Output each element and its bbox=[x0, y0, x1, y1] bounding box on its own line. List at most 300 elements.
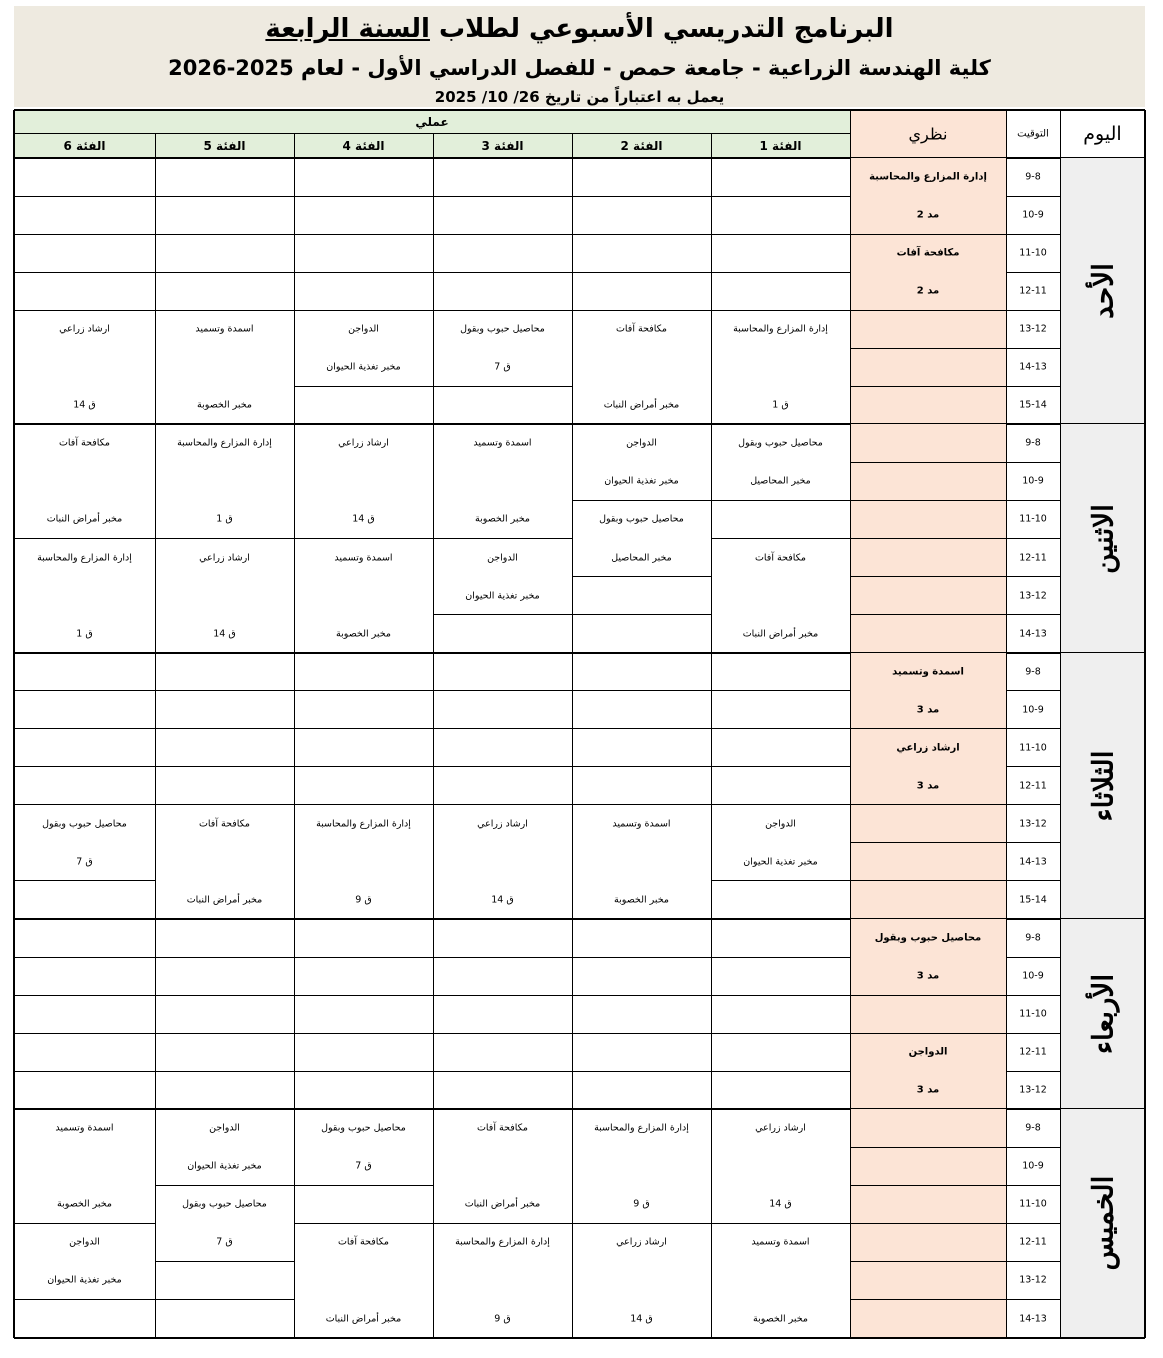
group-label: الفئة 3 bbox=[481, 138, 524, 153]
course-name: اسمدة وتسميد bbox=[334, 552, 393, 564]
course-name: اسمدة وتسميد bbox=[612, 818, 671, 830]
time-slot bbox=[1006, 1223, 1060, 1261]
grid-line bbox=[711, 272, 850, 273]
location-label: مخبر المحاصيل bbox=[750, 475, 811, 487]
practical-session bbox=[433, 424, 572, 538]
grid-line bbox=[572, 1033, 711, 1034]
practical-session bbox=[14, 1223, 155, 1299]
grid-line bbox=[572, 272, 711, 273]
time-slot bbox=[1006, 1109, 1060, 1147]
grid-line bbox=[1006, 462, 1060, 463]
time-slot bbox=[1006, 386, 1060, 424]
grid-line bbox=[1006, 196, 1060, 197]
grid-line bbox=[711, 158, 712, 424]
course-name: اسمدة وتسميد bbox=[892, 666, 964, 678]
group-header-cell-4 bbox=[294, 133, 433, 158]
grid-line bbox=[155, 1299, 294, 1300]
grid-line bbox=[14, 728, 155, 729]
grid-line bbox=[294, 272, 433, 273]
grid-line bbox=[711, 1071, 850, 1072]
day-name: الثلاثاء bbox=[1086, 750, 1119, 822]
time-label: 12-11 bbox=[1019, 1046, 1047, 1058]
time-slot bbox=[1006, 729, 1060, 767]
location-label: مخبر الخصوبة bbox=[197, 399, 252, 411]
grid-line bbox=[572, 653, 573, 919]
page-subtitle: كلية الهندسة الزراعية - جامعة حمص - للفصل الدراسي الأول - لعام 2025-2026 bbox=[168, 56, 991, 80]
course-name: محاصيل حبوب وبقول bbox=[599, 513, 684, 525]
time-label: 11-10 bbox=[1019, 1198, 1047, 1210]
grid-line bbox=[155, 424, 156, 652]
grid-line bbox=[1006, 1299, 1060, 1300]
location-label: مخبر تغذية الحيوان bbox=[47, 1274, 122, 1286]
grid-line bbox=[711, 766, 850, 767]
course-name: اسمدة وتسميد bbox=[55, 1122, 114, 1134]
grid-line bbox=[1006, 1071, 1060, 1072]
course-name: الدواجن bbox=[209, 1122, 240, 1134]
grid-line bbox=[1006, 386, 1060, 387]
practical-session bbox=[14, 424, 155, 538]
group-header-cell-2 bbox=[572, 133, 711, 158]
practical-session bbox=[14, 539, 155, 653]
grid-line bbox=[1006, 728, 1060, 729]
time-slot bbox=[1006, 767, 1060, 805]
course-name: إدارة المزارع والمحاسبة bbox=[37, 552, 132, 564]
practical-session bbox=[294, 1223, 433, 1337]
time-label: 11-10 bbox=[1019, 513, 1047, 525]
grid-line bbox=[1060, 158, 1061, 424]
grid-line bbox=[850, 880, 1006, 881]
time-label: 9-8 bbox=[1025, 1122, 1041, 1134]
grid-line bbox=[572, 1071, 711, 1072]
group-header-cell-6 bbox=[14, 133, 155, 158]
group-label: الفئة 2 bbox=[620, 138, 663, 153]
time-label: 9-8 bbox=[1025, 437, 1041, 449]
grid-line bbox=[1006, 234, 1060, 235]
course-name: الدواجن bbox=[626, 437, 657, 449]
grid-line bbox=[14, 109, 1145, 111]
grid-line bbox=[155, 690, 294, 691]
grid-line bbox=[155, 728, 294, 729]
practical-session bbox=[294, 1109, 433, 1185]
day-header-cell bbox=[1060, 110, 1145, 158]
grid-line bbox=[155, 919, 156, 1109]
grid-line bbox=[433, 766, 572, 767]
location-label: ق 7 bbox=[355, 1160, 372, 1172]
course-name: ارشاد زراعي bbox=[616, 1236, 667, 1248]
time-label: 14-13 bbox=[1019, 856, 1047, 868]
grid-line bbox=[433, 728, 572, 729]
course-name: محاصيل حبوب وبقول bbox=[874, 932, 982, 944]
grid-line bbox=[572, 766, 711, 767]
time-slot bbox=[1006, 310, 1060, 348]
location-label: ق 9 bbox=[633, 1198, 650, 1210]
course-name: مكافحة آفات bbox=[896, 247, 960, 259]
grid-line bbox=[1006, 158, 1007, 424]
time-slot bbox=[1006, 919, 1060, 957]
time-label: 9-8 bbox=[1025, 932, 1041, 944]
time-slot bbox=[1006, 577, 1060, 615]
time-label: 11-10 bbox=[1019, 1008, 1047, 1020]
course-name: مكافحة آفات bbox=[754, 552, 807, 564]
lecture-hall: مد 3 bbox=[916, 704, 940, 716]
location-label: ق 1 bbox=[216, 513, 233, 525]
lecture-hall: مد 3 bbox=[916, 1084, 940, 1096]
time-label: 9-8 bbox=[1025, 666, 1041, 678]
time-slot bbox=[1006, 1185, 1060, 1223]
grid-line bbox=[711, 957, 850, 958]
theory-lecture bbox=[850, 234, 1006, 310]
grid-line bbox=[14, 995, 155, 996]
grid-line bbox=[155, 234, 294, 235]
grid-line bbox=[711, 728, 850, 729]
course-name: الدواجن bbox=[765, 818, 796, 830]
grid-line bbox=[1060, 110, 1061, 158]
time-label: 14-13 bbox=[1019, 361, 1047, 373]
practical-session bbox=[572, 500, 711, 576]
time-slot bbox=[1006, 158, 1060, 196]
grid-line bbox=[572, 957, 711, 958]
course-name: إدارة المزارع والمحاسبة bbox=[594, 1122, 689, 1134]
time-label: 14-13 bbox=[1019, 1313, 1047, 1325]
grid-line bbox=[294, 1109, 295, 1337]
time-label: 12-11 bbox=[1019, 780, 1047, 792]
grid-line bbox=[1006, 1109, 1007, 1337]
grid-line bbox=[572, 133, 573, 158]
time-label: 10-9 bbox=[1022, 970, 1044, 982]
grid-line bbox=[1006, 576, 1060, 577]
course-name: محاصيل حبوب وبقول bbox=[42, 818, 127, 830]
grid-line bbox=[1006, 614, 1060, 615]
grid-line bbox=[850, 424, 851, 652]
grid-line bbox=[14, 1071, 155, 1072]
grid-line bbox=[14, 196, 155, 197]
grid-line bbox=[155, 1071, 294, 1072]
practical-session bbox=[155, 1185, 294, 1261]
lecture-hall: مد 2 bbox=[916, 209, 940, 221]
practical-session bbox=[155, 1109, 294, 1185]
group-header-cell-3 bbox=[433, 133, 572, 158]
grid-line bbox=[1006, 653, 1007, 919]
grid-line bbox=[433, 1071, 572, 1072]
grid-line bbox=[850, 158, 851, 424]
grid-line bbox=[14, 690, 155, 691]
time-slot bbox=[1006, 1071, 1060, 1109]
grid-line bbox=[294, 1071, 433, 1072]
table-border bbox=[13, 110, 15, 1338]
grid-line bbox=[294, 919, 295, 1109]
time-slot bbox=[1006, 615, 1060, 653]
grid-line bbox=[850, 1223, 1006, 1224]
grid-line bbox=[294, 196, 433, 197]
grid-line bbox=[433, 424, 434, 652]
practical-session bbox=[14, 310, 155, 424]
theory-lecture bbox=[850, 919, 1006, 995]
course-name: إدارة المزارع والمحاسبة bbox=[733, 323, 828, 335]
grid-line bbox=[433, 957, 572, 958]
day-name: الأحد bbox=[1086, 263, 1119, 320]
practical-header-cell bbox=[14, 110, 850, 133]
time-column-header: التوقيت bbox=[1017, 128, 1049, 140]
theory-lecture bbox=[850, 158, 1006, 234]
course-name: الدواجن bbox=[348, 323, 379, 335]
theory-header-cell bbox=[850, 110, 1006, 158]
time-label: 9-8 bbox=[1025, 171, 1041, 183]
time-slot bbox=[1006, 1261, 1060, 1299]
grid-line bbox=[1006, 1185, 1060, 1186]
grid-line bbox=[155, 957, 294, 958]
grid-line bbox=[711, 196, 850, 197]
grid-line bbox=[294, 234, 433, 235]
course-name: ارشاد زراعي bbox=[477, 818, 528, 830]
location-label: مخبر أمراض النبات bbox=[325, 1313, 402, 1325]
grid-line bbox=[1006, 1261, 1060, 1262]
grid-line bbox=[294, 133, 295, 158]
grid-line bbox=[1006, 310, 1060, 311]
course-name: محاصيل حبوب وبقول bbox=[321, 1122, 406, 1134]
location-label: مخبر الخصوبة bbox=[336, 628, 391, 640]
title-year: السنة الرابعة bbox=[265, 14, 430, 44]
grid-line bbox=[155, 653, 156, 919]
grid-line bbox=[433, 919, 434, 1109]
grid-line bbox=[711, 234, 850, 235]
grid-line bbox=[155, 196, 294, 197]
day-name: الاثنين bbox=[1086, 503, 1119, 574]
grid-line bbox=[1006, 804, 1060, 805]
location-label: مخبر الخصوبة bbox=[614, 894, 669, 906]
grid-line bbox=[14, 234, 155, 235]
location-label: مخبر المحاصيل bbox=[611, 552, 672, 563]
practical-session bbox=[572, 310, 711, 424]
course-name: ارشاد زراعي bbox=[59, 323, 110, 335]
course-name: ارشاد زراعي bbox=[338, 437, 389, 449]
group-label: الفئة 4 bbox=[342, 138, 385, 153]
grid-line bbox=[433, 234, 572, 235]
course-name: مكافحة آفات bbox=[337, 1236, 390, 1248]
practical-session bbox=[433, 805, 572, 919]
grid-line bbox=[850, 386, 1006, 387]
course-name: محاصيل حبوب وبقول bbox=[460, 323, 545, 335]
grid-line bbox=[572, 158, 573, 424]
course-name: مكافحة آفات bbox=[615, 323, 668, 335]
grid-line bbox=[850, 1147, 1006, 1148]
lecture-hall: مد 3 bbox=[916, 780, 940, 792]
grid-line bbox=[14, 1033, 155, 1034]
location-label: مخبر أمراض النبات bbox=[46, 513, 123, 525]
time-label: 10-9 bbox=[1022, 704, 1044, 716]
location-label: ق 7 bbox=[76, 856, 93, 868]
grid-line bbox=[572, 614, 711, 615]
grid-line bbox=[1060, 653, 1061, 919]
course-name: اسمدة وتسميد bbox=[751, 1236, 810, 1248]
effective-date: يعمل به اعتباراً من تاريخ 26/ 10/ 2025 bbox=[434, 88, 725, 106]
course-name: مكافحة آفات bbox=[198, 818, 251, 830]
grid-line bbox=[1060, 1109, 1061, 1337]
theory-column-header: نظري bbox=[908, 124, 948, 144]
location-label: ق 7 bbox=[216, 1236, 233, 1248]
course-name: مكافحة آفات bbox=[476, 1122, 529, 1134]
location-label: ق 9 bbox=[494, 1313, 511, 1325]
grid-line bbox=[711, 1109, 712, 1337]
practical-session bbox=[572, 1223, 711, 1337]
practical-session bbox=[711, 1109, 850, 1223]
title-main: البرنامج التدريسي الأسبوعي لطلاب bbox=[439, 14, 894, 44]
grid-line bbox=[294, 158, 295, 424]
time-label: 10-9 bbox=[1022, 475, 1044, 487]
grid-line bbox=[572, 234, 711, 235]
grid-line bbox=[155, 995, 294, 996]
location-label: مخبر الخصوبة bbox=[753, 1313, 808, 1325]
time-label: 13-12 bbox=[1019, 323, 1047, 335]
grid-line bbox=[711, 133, 712, 158]
practical-session bbox=[294, 424, 433, 538]
grid-line bbox=[1006, 690, 1060, 691]
location-label: ق 9 bbox=[355, 894, 372, 906]
location-label: مخبر أمراض النبات bbox=[603, 399, 680, 411]
grid-line bbox=[850, 842, 1006, 843]
time-slot bbox=[1006, 424, 1060, 462]
grid-line bbox=[850, 348, 1006, 349]
practical-session bbox=[155, 310, 294, 424]
course-name: إدارة المزارع والمحاسبة bbox=[455, 1236, 550, 1248]
course-name: مكافحة آفات bbox=[58, 437, 111, 449]
grid-line bbox=[850, 919, 851, 1109]
practical-session bbox=[711, 805, 850, 881]
practical-session bbox=[433, 1223, 572, 1337]
course-name: ارشاد زراعي bbox=[199, 552, 250, 564]
course-name: اسمدة وتسميد bbox=[473, 437, 532, 449]
group-label: الفئة 1 bbox=[759, 138, 802, 153]
grid-line bbox=[850, 500, 1006, 501]
time-slot bbox=[1006, 196, 1060, 234]
grid-line bbox=[433, 1109, 434, 1337]
grid-line bbox=[572, 728, 711, 729]
grid-line bbox=[850, 1261, 1006, 1262]
grid-line bbox=[14, 766, 155, 767]
grid-line bbox=[850, 576, 1006, 577]
practical-session bbox=[572, 805, 711, 919]
grid-line bbox=[155, 766, 294, 767]
grid-line bbox=[850, 462, 1006, 463]
grid-line bbox=[433, 653, 434, 919]
grid-line bbox=[155, 272, 294, 273]
practical-session bbox=[294, 805, 433, 919]
time-slot bbox=[1006, 805, 1060, 843]
grid-line bbox=[294, 653, 295, 919]
grid-line bbox=[1006, 272, 1060, 273]
grid-line bbox=[1006, 1147, 1060, 1148]
grid-line bbox=[294, 957, 433, 958]
location-label: مخبر أمراض النبات bbox=[464, 1198, 541, 1210]
grid-line bbox=[294, 728, 433, 729]
time-header-cell bbox=[1006, 110, 1060, 158]
grid-line bbox=[1006, 348, 1060, 349]
grid-line bbox=[1006, 995, 1060, 996]
grid-line bbox=[572, 919, 573, 1109]
course-name: محاصيل حبوب وبقول bbox=[738, 437, 823, 449]
practical-session bbox=[294, 539, 433, 653]
course-name: ارشاد زراعي bbox=[755, 1122, 806, 1134]
grid-line bbox=[1006, 766, 1060, 767]
day-name: الخميس bbox=[1086, 1176, 1119, 1271]
grid-line bbox=[572, 995, 711, 996]
location-label: ق 14 bbox=[769, 1198, 792, 1210]
time-label: 11-10 bbox=[1019, 247, 1047, 259]
grid-line bbox=[850, 653, 851, 919]
time-label: 15-14 bbox=[1019, 399, 1047, 411]
time-label: 13-12 bbox=[1019, 1084, 1047, 1096]
practical-session bbox=[155, 424, 294, 538]
grid-line bbox=[294, 690, 433, 691]
location-label: ق 14 bbox=[491, 894, 514, 906]
course-name: الدواجن bbox=[908, 1046, 948, 1058]
course-name: إدارة المزارع والمحاسبة bbox=[177, 437, 272, 449]
location-label: مخبر الخصوبة bbox=[57, 1198, 112, 1210]
grid-line bbox=[1006, 538, 1060, 539]
theory-lecture bbox=[850, 729, 1006, 805]
grid-line bbox=[850, 1109, 851, 1337]
time-label: 14-13 bbox=[1019, 628, 1047, 640]
grid-line bbox=[433, 158, 434, 424]
grid-line bbox=[711, 995, 850, 996]
grid-line bbox=[572, 196, 711, 197]
grid-line bbox=[433, 1033, 572, 1034]
practical-session bbox=[711, 310, 850, 424]
time-slot bbox=[1006, 234, 1060, 272]
lecture-hall: مد 3 bbox=[916, 970, 940, 982]
time-label: 15-14 bbox=[1019, 894, 1047, 906]
grid-line bbox=[433, 196, 572, 197]
location-label: مخبر تغذية الحيوان bbox=[187, 1160, 262, 1172]
lecture-hall: مد 2 bbox=[916, 285, 940, 297]
grid-line bbox=[294, 1033, 433, 1034]
practical-session bbox=[14, 1109, 155, 1223]
practical-session bbox=[294, 310, 433, 386]
grid-line bbox=[294, 766, 433, 767]
course-name: ارشاد زراعي bbox=[896, 742, 960, 754]
grid-line bbox=[850, 110, 851, 158]
table-border bbox=[1144, 110, 1146, 1338]
practical-column-header: عملي bbox=[415, 114, 449, 129]
grid-line bbox=[1060, 919, 1061, 1109]
location-label: ق 1 bbox=[772, 399, 789, 411]
grid-line bbox=[711, 919, 712, 1109]
time-slot bbox=[1006, 1033, 1060, 1071]
location-label: مخبر أمراض النبات bbox=[742, 628, 819, 640]
day-name: الأربعاء bbox=[1086, 973, 1119, 1055]
time-label: 11-10 bbox=[1019, 742, 1047, 754]
practical-session bbox=[155, 539, 294, 653]
grid-line bbox=[572, 1109, 573, 1337]
grid-line bbox=[433, 133, 434, 158]
course-name: الدواجن bbox=[69, 1236, 100, 1248]
grid-line bbox=[155, 1109, 156, 1337]
time-slot bbox=[1006, 500, 1060, 538]
grid-line bbox=[433, 272, 572, 273]
practical-session bbox=[572, 424, 711, 500]
grid-line bbox=[1006, 500, 1060, 501]
theory-lecture bbox=[850, 1033, 1006, 1109]
grid-line bbox=[711, 690, 850, 691]
grid-line bbox=[155, 1033, 294, 1034]
location-label: مخبر تغذية الحيوان bbox=[604, 475, 679, 487]
location-label: مخبر أمراض النبات bbox=[186, 894, 263, 906]
time-slot bbox=[1006, 1300, 1060, 1338]
group-header-cell-1 bbox=[711, 133, 850, 158]
time-slot bbox=[1006, 272, 1060, 310]
grid-line bbox=[1006, 957, 1060, 958]
practical-session bbox=[711, 539, 850, 653]
grid-line bbox=[850, 1299, 1006, 1300]
